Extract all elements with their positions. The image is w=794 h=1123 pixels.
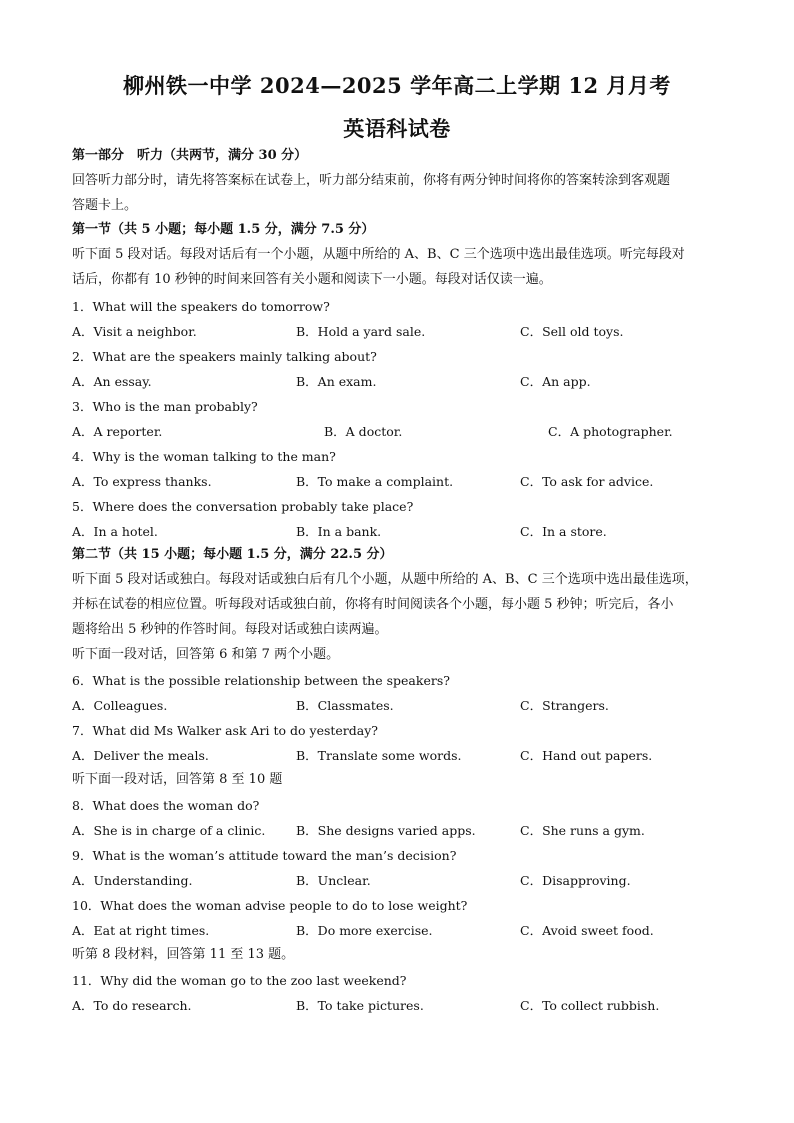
section2-instructions-2: 并标在试卷的相应位置。听每段对话或独白前，你将有时间阅读各个小题，每小题 5 秒钟；听完后，各小 xyxy=(72,597,674,612)
option-c: C．She runs a gym. xyxy=(520,823,645,838)
option-a: A．Understanding. xyxy=(72,873,193,888)
question-stem: 3．Who is the man probably? xyxy=(72,399,258,414)
option-a: A．To express thanks. xyxy=(72,474,212,489)
option-c: C．To collect rubbish. xyxy=(520,998,660,1013)
option-a: A．She is in charge of a clinic. xyxy=(72,823,266,838)
option-c: C．Disapproving. xyxy=(520,873,631,888)
section1-heading: 第一节（共 5 小题；每小题 1.5 分，满分 7.5 分） xyxy=(72,222,375,237)
section2-heading: 第二节（共 15 小题；每小题 1.5 分，满分 22.5 分） xyxy=(72,547,393,562)
option-b: B．Classmates. xyxy=(296,698,394,713)
question-stem: 2．What are the speakers mainly talking about? xyxy=(72,349,377,364)
section1-instructions-1: 听下面 5 段对话。每段对话后有一个小题，从题中所给的 A、B、C 三个选项中选出最佳选项。听完每段对 xyxy=(72,247,685,262)
group-instruction: 听下面一段对话，回答第 6 和第 7 两个小题。 xyxy=(72,647,340,662)
option-c: C．To ask for advice. xyxy=(520,474,654,489)
option-b: B．A doctor. xyxy=(324,424,403,439)
group-instruction: 听下面一段对话，回答第 8 至 10 题 xyxy=(72,772,283,787)
option-b: B．Do more exercise. xyxy=(296,923,433,938)
question-stem: 5．Where does the conversation probably take place? xyxy=(72,499,414,514)
option-a: A．A reporter. xyxy=(72,424,163,439)
option-a: A．An essay. xyxy=(72,374,152,389)
option-a: A．To do research. xyxy=(72,998,192,1013)
part1-heading: 第一部分 听力（共两节，满分 30 分） xyxy=(72,148,308,163)
option-c: C．In a store. xyxy=(520,524,607,539)
exam-title: 柳州铁一中学 2024—2025 学年高二上学期 12 月月考 xyxy=(123,73,671,98)
option-a: A．Eat at right times. xyxy=(72,923,210,938)
exam-subtitle: 英语科试卷 xyxy=(343,116,451,141)
option-c: C．Hand out papers. xyxy=(520,748,653,763)
option-b: B．Hold a yard sale. xyxy=(296,324,426,339)
part1-instructions-2: 答题卡上。 xyxy=(72,198,138,213)
option-c: C．Strangers. xyxy=(520,698,609,713)
option-a: A．In a hotel. xyxy=(72,524,158,539)
section1-instructions-2: 话后，你都有 10 秒钟的时间来回答有关小题和阅读下一小题。每段对话仅读一遍。 xyxy=(72,272,552,287)
option-c: C．A photographer. xyxy=(548,424,673,439)
option-c: C．Avoid sweet food. xyxy=(520,923,654,938)
section2-instructions-3: 题将给出 5 秒钟的作答时间。每段对话或独白读两遍。 xyxy=(72,622,388,637)
option-c: C．Sell old toys. xyxy=(520,324,624,339)
option-c: C．An app. xyxy=(520,374,591,389)
question-stem: 1．What will the speakers do tomorrow? xyxy=(72,299,330,314)
group-instruction: 听第 8 段材料，回答第 11 至 13 题。 xyxy=(72,947,295,962)
option-a: A．Visit a neighbor. xyxy=(72,324,197,339)
question-stem: 11．Why did the woman go to the zoo last weekend? xyxy=(72,973,407,988)
option-b: B．To make a complaint. xyxy=(296,474,454,489)
option-b: B．In a bank. xyxy=(296,524,382,539)
option-a: A．Deliver the meals. xyxy=(72,748,209,763)
question-stem: 6．What is the possible relationship between the speakers? xyxy=(72,673,450,688)
question-stem: 4．Why is the woman talking to the man? xyxy=(72,449,336,464)
option-b: B．Unclear. xyxy=(296,873,371,888)
question-stem: 10．What does the woman advise people to do to lose weight? xyxy=(72,898,468,913)
question-stem: 9．What is the woman’s attitude toward the man’s decision? xyxy=(72,848,457,863)
option-b: B．She designs varied apps. xyxy=(296,823,476,838)
option-b: B．An exam. xyxy=(296,374,377,389)
option-a: A．Colleagues. xyxy=(72,698,168,713)
section2-instructions-1: 听下面 5 段对话或独白。每段对话或独白后有几个小题，从题中所给的 A、B、C 三个选项中选出最佳选项， xyxy=(72,572,698,587)
question-stem: 7．What did Ms Walker ask Ari to do yesterday? xyxy=(72,723,378,738)
part1-instructions-1: 回答听力部分时，请先将答案标在试卷上，听力部分结束前，你将有两分钟时间将你的答案转涂到客观题 xyxy=(72,173,671,188)
option-b: B．To take pictures. xyxy=(296,998,424,1013)
question-stem: 8．What does the woman do? xyxy=(72,798,260,813)
option-b: B．Translate some words. xyxy=(296,748,462,763)
